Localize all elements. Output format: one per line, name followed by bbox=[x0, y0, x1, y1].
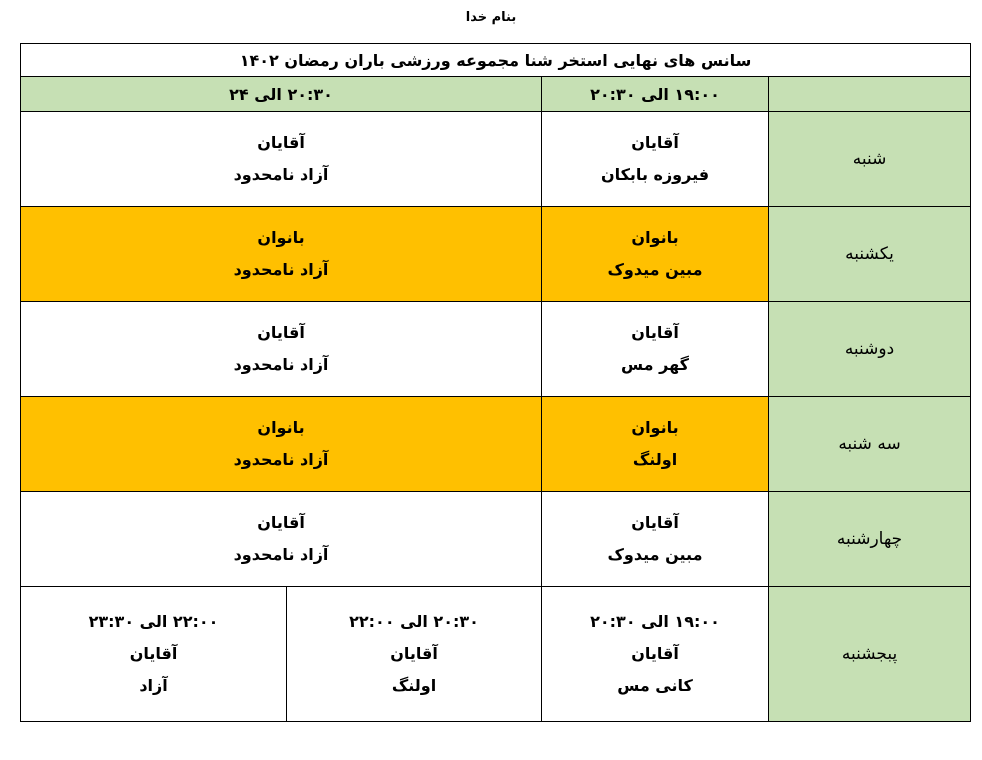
table-row bbox=[21, 302, 971, 397]
group-label: بانوان bbox=[631, 418, 679, 437]
coach-label: آزاد نامحدود bbox=[233, 355, 329, 374]
coach-label: مبین میدوک bbox=[607, 545, 703, 564]
session1-cell bbox=[542, 112, 769, 207]
day-column-header bbox=[769, 77, 971, 112]
thursday-slot-1 bbox=[542, 587, 769, 722]
group-label: آقایان bbox=[631, 133, 679, 152]
thursday-slot-3 bbox=[21, 587, 287, 722]
session2-header: ۲۰:۳۰ الی ۲۴ bbox=[21, 77, 542, 112]
time-label: ۱۹:۰۰ الی ۲۰:۳۰ bbox=[590, 612, 720, 631]
time-label: ۲۲:۰۰ الی ۲۳:۳۰ bbox=[88, 612, 219, 631]
coach-label: کانی مس bbox=[617, 676, 693, 695]
time-label: ۲۰:۳۰ الی ۲۲:۰۰ bbox=[349, 612, 479, 631]
group-label: آقایان bbox=[631, 323, 679, 342]
group-label: آقایان bbox=[631, 644, 679, 663]
group-label: آقایان bbox=[257, 513, 305, 532]
group-label: بانوان bbox=[257, 418, 305, 437]
session2-cell bbox=[21, 492, 542, 587]
table-row bbox=[21, 112, 971, 207]
coach-label: اولنگ bbox=[632, 450, 678, 469]
group-label: آقایان bbox=[257, 133, 305, 152]
session2-cell bbox=[21, 302, 542, 397]
table-title: سانس های نهایی استخر شنا مجموعه ورزشی باران رمضان ۱۴۰۲ bbox=[21, 44, 971, 77]
coach-label: آزاد نامحدود bbox=[233, 450, 329, 469]
session2-cell bbox=[21, 397, 542, 492]
table-row bbox=[21, 207, 971, 302]
day-label: پبجشنبه bbox=[769, 587, 971, 722]
coach-label: اولنگ bbox=[391, 676, 437, 695]
page-header: بنام خدا bbox=[465, 10, 517, 25]
session1-cell bbox=[542, 492, 769, 587]
coach-label: مبین میدوک bbox=[607, 260, 703, 279]
session1-cell bbox=[542, 207, 769, 302]
group-label: آقایان bbox=[631, 513, 679, 532]
group-label: آقایان bbox=[390, 644, 438, 663]
session1-header: ۱۹:۰۰ الی ۲۰:۳۰ bbox=[542, 77, 769, 112]
coach-label: آزاد نامحدود bbox=[233, 260, 329, 279]
day-label: یکشنبه bbox=[769, 207, 971, 302]
table-row bbox=[21, 492, 971, 587]
group-label: بانوان bbox=[631, 228, 679, 247]
day-label: شنبه bbox=[769, 112, 971, 207]
thursday-slot-2 bbox=[287, 587, 542, 722]
session1-cell bbox=[542, 302, 769, 397]
table-row bbox=[21, 397, 971, 492]
session2-cell bbox=[21, 207, 542, 302]
coach-label: آزاد bbox=[139, 676, 168, 695]
group-label: بانوان bbox=[257, 228, 305, 247]
table-row-thursday bbox=[21, 587, 971, 722]
session2-cell bbox=[21, 112, 542, 207]
session1-cell bbox=[542, 397, 769, 492]
coach-label: گهر مس bbox=[621, 355, 689, 374]
coach-label: فیروزه بابکان bbox=[600, 165, 710, 184]
coach-label: آزاد نامحدود bbox=[233, 545, 329, 564]
group-label: آقایان bbox=[257, 323, 305, 342]
group-label: آقایان bbox=[129, 644, 178, 663]
schedule-table bbox=[20, 43, 971, 722]
day-label: سه شنبه bbox=[769, 397, 971, 492]
day-label: چهارشنبه bbox=[769, 492, 971, 587]
day-label: دوشنبه bbox=[769, 302, 971, 397]
coach-label: آزاد نامحدود bbox=[233, 165, 329, 184]
